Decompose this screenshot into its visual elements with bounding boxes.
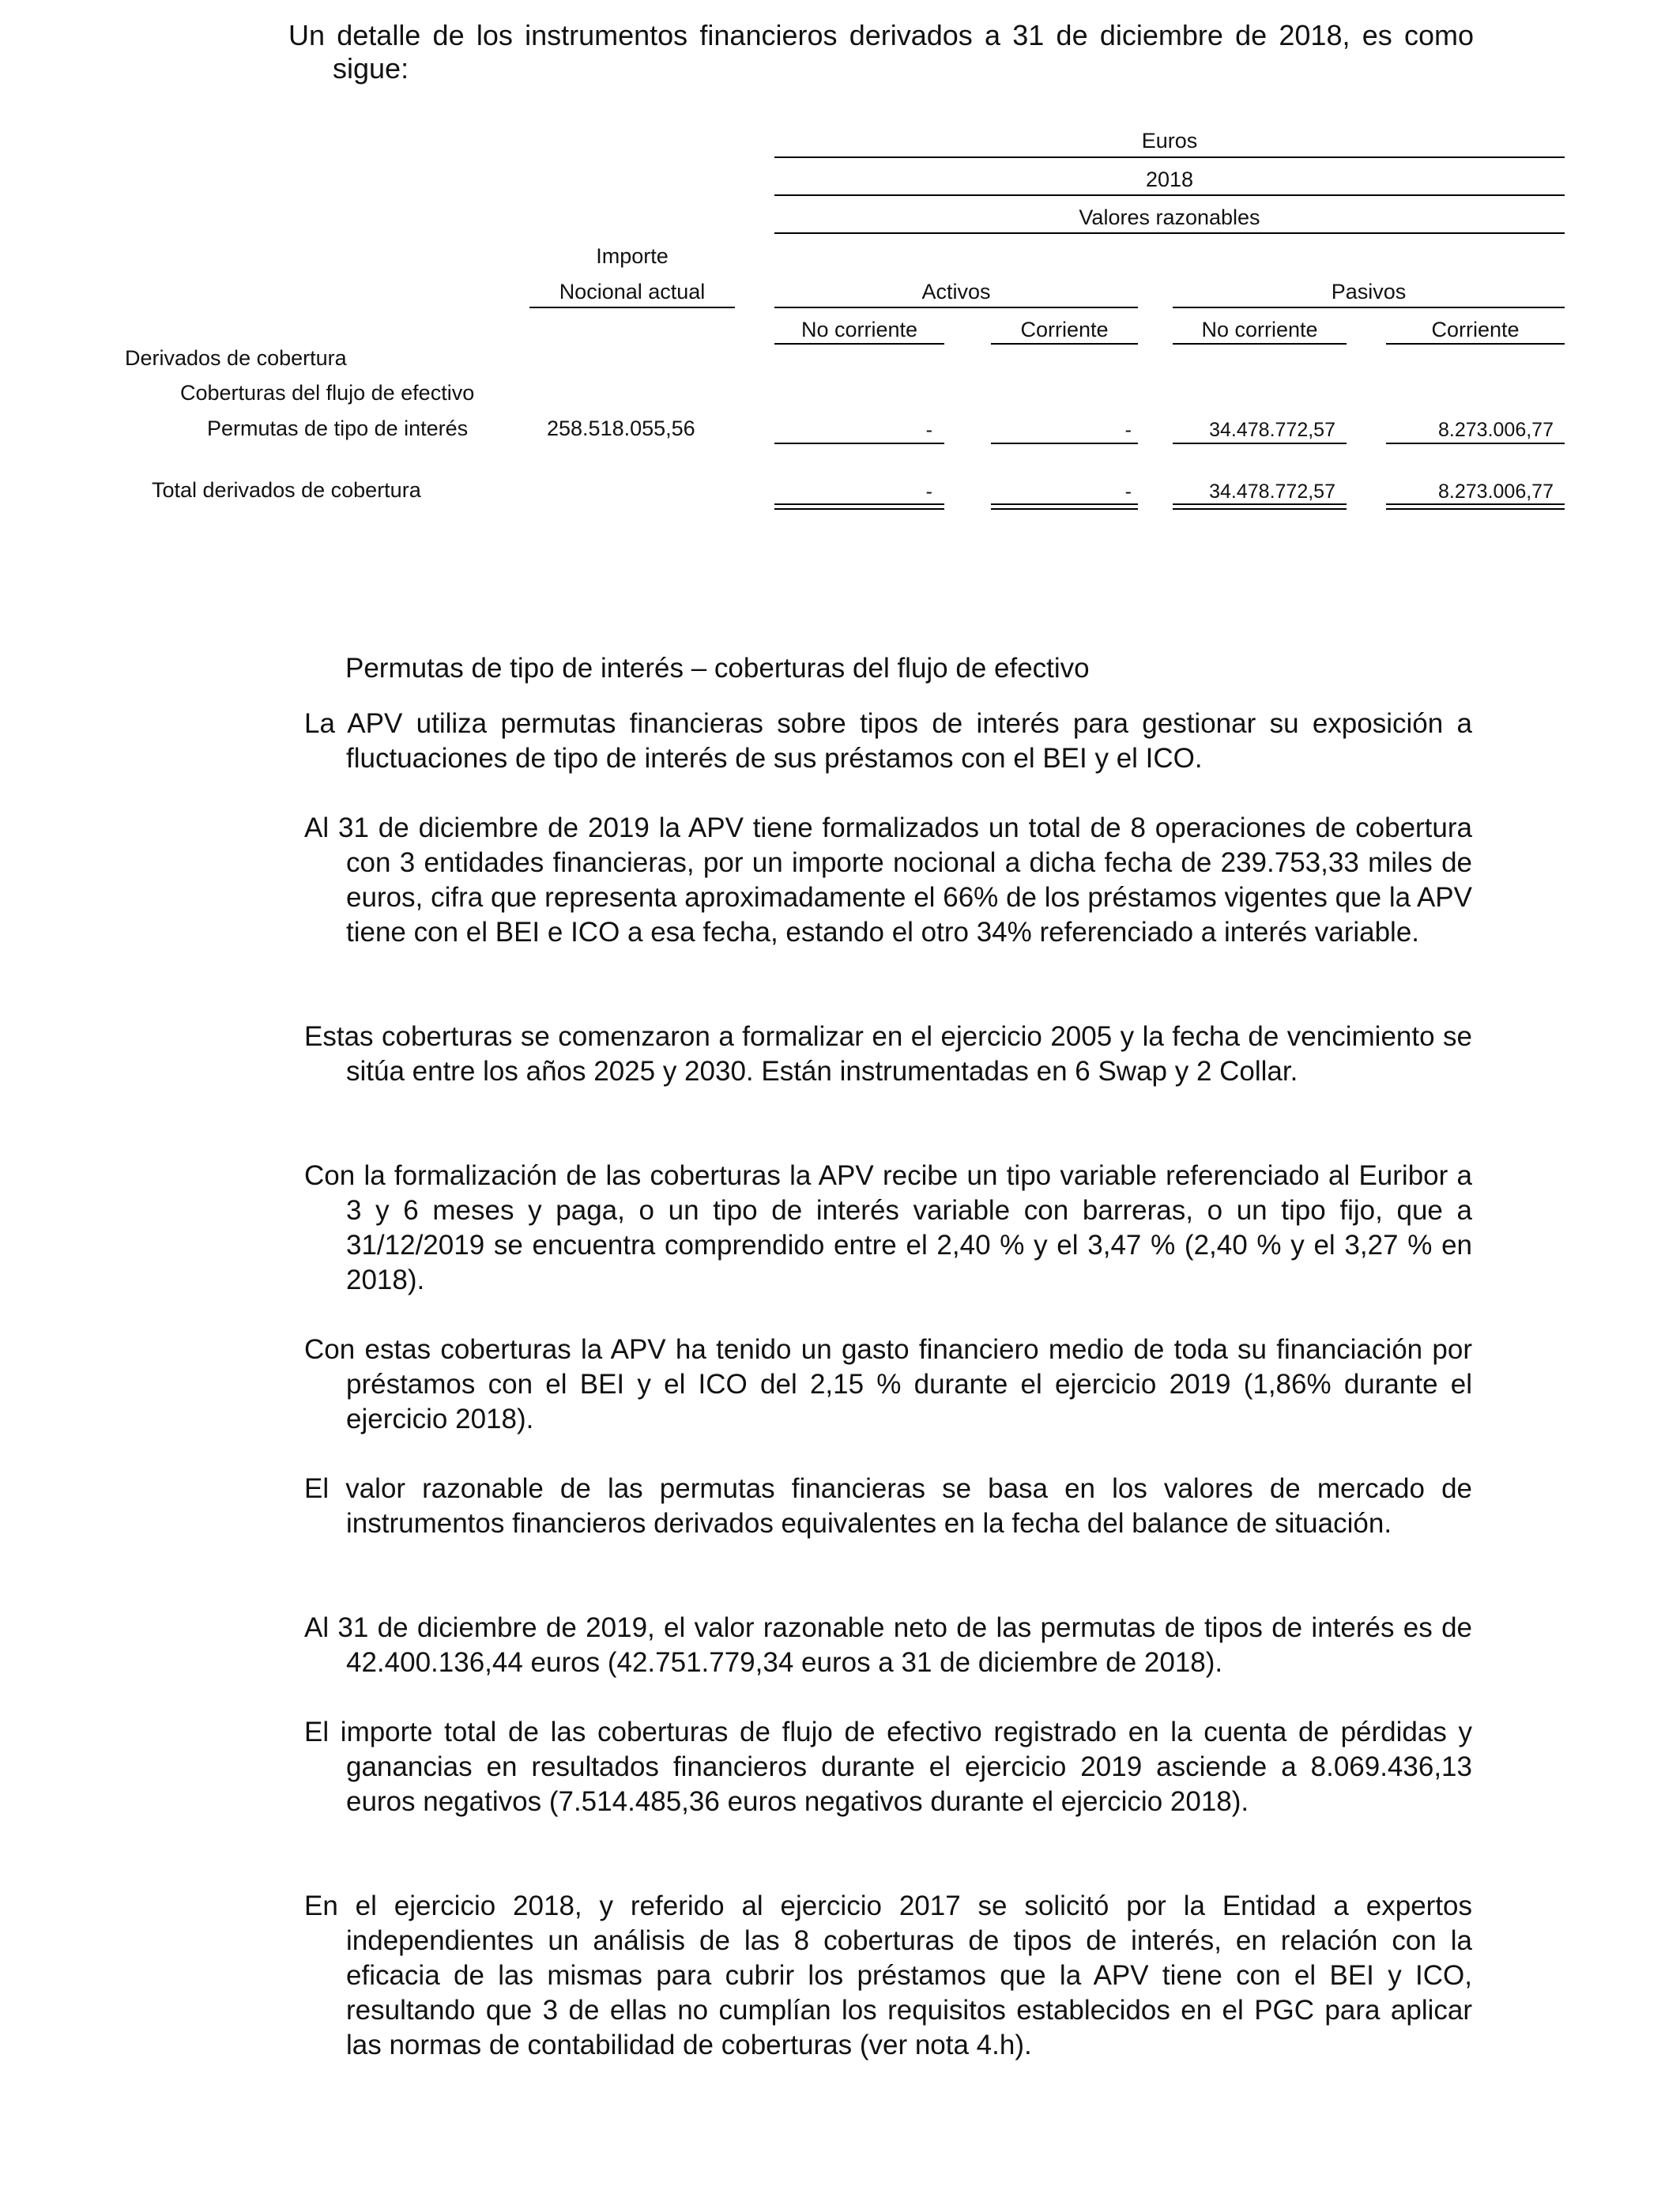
paragraph: Con la formalización de las coberturas la APV recibe un tipo variable referenciado al Euribor a 3 y 6 meses y paga, o un tipo de interés variable con barreras, o un tipo fijo, que a 31/12/2019 se encuentra comprendido entre el 2,40 % y el 3,47 % (2,40 % y el 3,27 % en 2018).: [304, 1160, 1472, 1295]
total-label: Total derivados de cobertura: [152, 478, 421, 502]
total-pasivos-no-corriente: 34.478.772,57: [1209, 481, 1335, 503]
section-subtitle: Permutas de tipo de interés – coberturas del flujo de efectivo: [345, 653, 1090, 684]
paragraph: Estas coberturas se comenzaron a formalizar en el ejercicio 2005 y la fecha de vencimiento se sitúa entre los años 2025 y 2030. Están instrumentadas en 6 Swap y 2 Collar.: [304, 1021, 1472, 1087]
row-activos-no-corriente: -: [925, 419, 932, 441]
row-pasivos-corriente: 8.273.006,77: [1438, 419, 1554, 441]
intro-paragraph: [244, 19, 1474, 85]
total-pasivos-corriente: 8.273.006,77: [1438, 481, 1554, 503]
paragraph: Al 31 de diciembre de 2019 la APV tiene formalizados un total de 8 operaciones de cobertura con 3 entidades financieras, por un importe nocional a dicha fecha de 239.753,33 miles de euros, cifra que representa aproximadamente el 66% de los préstamos vigentes que la APV tiene con el BEI e ICO a esa fecha, estando el otro 34% referenciado a interés variable.: [304, 812, 1472, 948]
rule: [991, 343, 1138, 345]
rule: [774, 343, 944, 345]
paragraph: El importe total de las coberturas de flujo de efectivo registrado en la cuenta de pérdidas y ganancias en resultados financieros durante el ejercicio 2019 asciende a 8.069.436,13 euros negativos (7.514.485,36 euros negativos durante el ejercicio 2018).: [304, 1717, 1472, 1817]
rule: [991, 443, 1138, 444]
header-currency: Euros: [1141, 129, 1198, 153]
rule: [774, 443, 944, 444]
total-activos-no-corriente: -: [925, 481, 932, 503]
paragraph: Con estas coberturas la APV ha tenido un gasto financiero medio de toda su financiación por préstamos con el BEI y el ICO del 2,15 % durante el ejercicio 2019 (1,86% durante el ejercicio 2018).: [304, 1334, 1472, 1434]
col-corriente-pasivos: Corriente: [1431, 318, 1520, 341]
section-label: Derivados de cobertura: [125, 346, 347, 370]
intro-text: Un detalle de los instrumentos financieros derivados a 31 de diciembre de 2018, es como sigue:: [288, 19, 1474, 85]
paragraph: Al 31 de diciembre de 2019, el valor razonable neto de las permutas de tipos de interés es de 42.400.136,44 euros (42.751.779,34 euros a 31 de diciembre de 2018).: [304, 1612, 1472, 1678]
rule: [774, 194, 1565, 196]
rule: [1173, 343, 1347, 345]
row-pasivos-no-corriente: 34.478.772,57: [1209, 419, 1335, 441]
header-fair-values: Valores razonables: [1079, 205, 1260, 229]
paragraph: La APV utiliza permutas financieras sobre tipos de interés para gestionar su exposición a fluctuaciones de tipo de interés de sus préstamos con el BEI y el ICO.: [304, 708, 1472, 774]
row-label: Permutas de tipo de interés: [207, 417, 469, 440]
double-rule: [1173, 503, 1347, 510]
rule: [1386, 443, 1565, 444]
col-no-corriente-activos: No corriente: [800, 318, 918, 341]
rule: [774, 156, 1565, 158]
double-rule: [774, 503, 944, 510]
total-activos-corriente: -: [1124, 481, 1132, 503]
row-activos-corriente: -: [1124, 419, 1132, 441]
header-importe: Importe: [596, 244, 669, 268]
rule: [1173, 307, 1565, 308]
subsection-label: Coberturas del flujo de efectivo: [180, 381, 475, 405]
header-year: 2018: [1145, 168, 1194, 191]
header-nocional: Nocional actual: [559, 280, 706, 303]
rule: [774, 232, 1565, 234]
row-notional: 258.518.055,56: [547, 417, 695, 440]
col-no-corriente-pasivos: No corriente: [1201, 318, 1318, 341]
paragraph: El valor razonable de las permutas financieras se basa en los valores de mercado de instrumentos financieros derivados equivalentes en la fecha del balance de situación.: [304, 1473, 1472, 1539]
rule: [1173, 443, 1347, 444]
header-activos: Activos: [921, 280, 991, 303]
rule: [529, 307, 735, 308]
col-corriente-activos: Corriente: [1020, 318, 1109, 341]
double-rule: [1386, 503, 1565, 510]
header-pasivos: Pasivos: [1331, 280, 1407, 303]
rule: [1386, 343, 1565, 345]
rule: [774, 307, 1138, 308]
paragraph: En el ejercicio 2018, y referido al ejercicio 2017 se solicitó por la Entidad a expertos independientes un análisis de las 8 coberturas de tipos de interés, en relación con la eficacia de las mismas para cubrir los préstamos que la APV tiene con el BEI y ICO, resultando que 3 de ellas no cumplían los requisitos establecidos en el PGC para aplicar las normas de contabilidad de coberturas (ver nota 4.h).: [304, 1891, 1472, 2060]
double-rule: [991, 503, 1138, 510]
